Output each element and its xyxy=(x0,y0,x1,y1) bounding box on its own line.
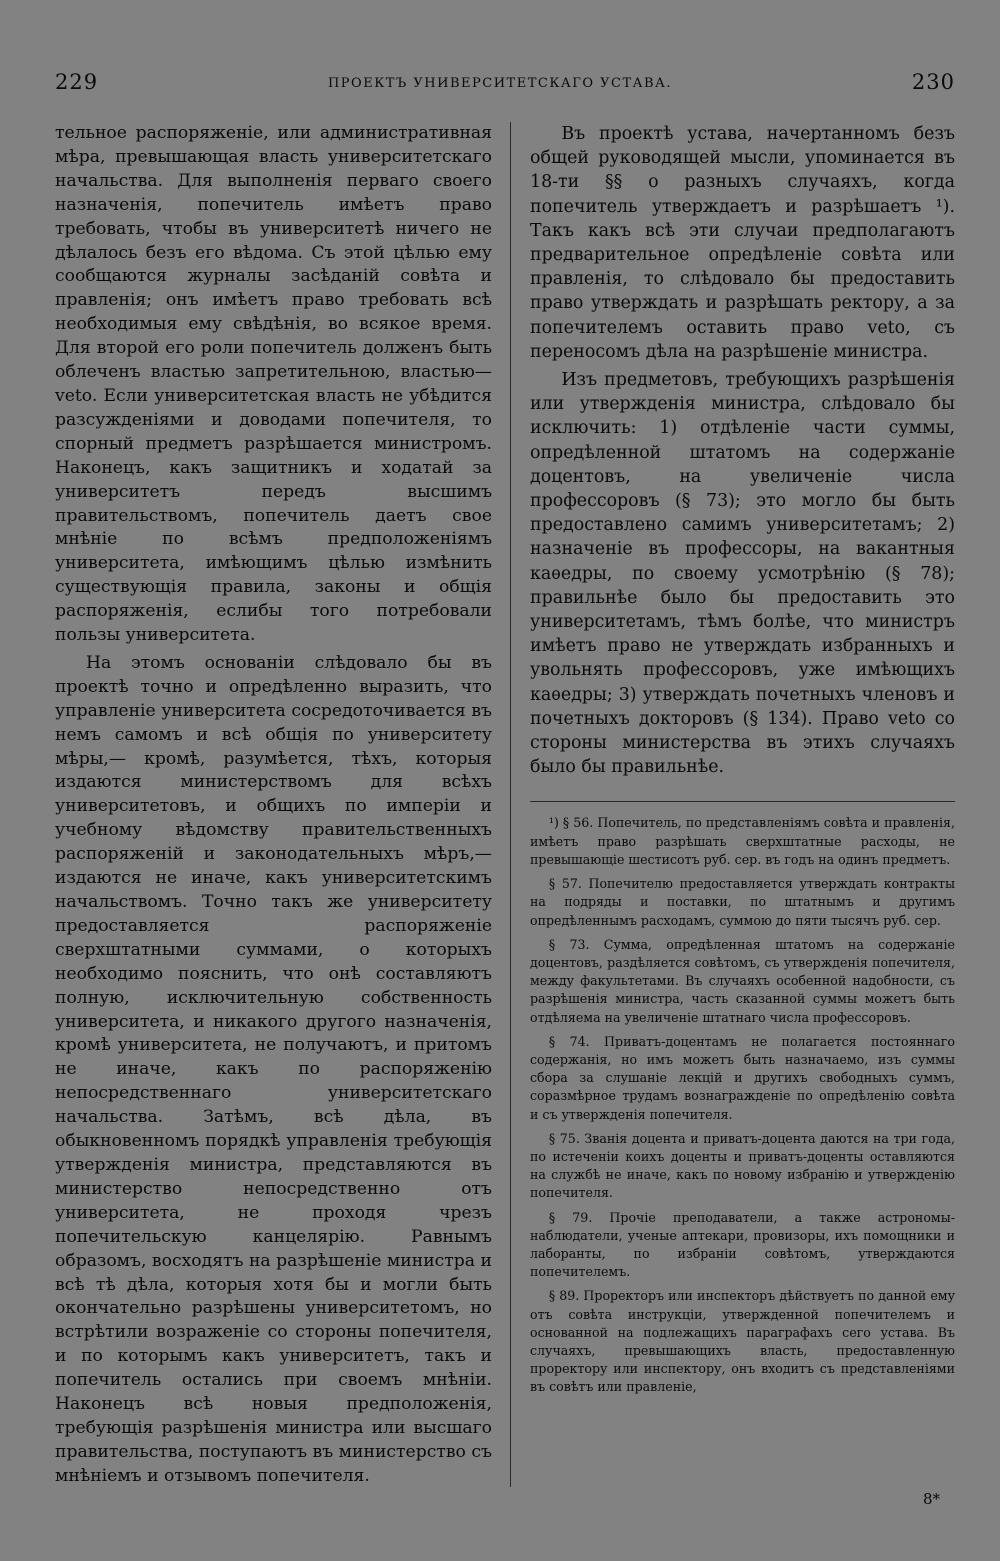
footnote-74: § 74. Приватъ-доцентамъ не полагается постояннаго содержанія, но имъ можетъ быть назначаемо, изъ суммы сбора за слушаніе лекцій и другихъ свободныхъ суммъ, соразмѣрное трудамъ вознагражденіе по опредѣленію совѣта и съ утвержденія попечителя. xyxy=(530,1033,955,1122)
left-column xyxy=(55,122,492,1489)
right-paragraph-2: Изъ предметовъ, требующихъ разрѣшенія или утвержденія министра, слѣдовало бы исключить: 1) отдѣленіе части суммы, опредѣленной штатомъ на содержаніе доцентовъ, на увеличеніе числа профессоровъ (§ 73); это могло бы быть предоставлено самимъ университетамъ; 2) назначеніе въ профессоры, на вакантныя каѳедры, по своему усмотрѣнію (§ 78); правильнѣе было бы предоставить это университетамъ, тѣмъ болѣе, что министръ имѣетъ право не утверждать избранныхъ и увольнять профессоровъ, уже имѣющихъ каѳедры; 3) утверждать почетныхъ членовъ и почетныхъ докторовъ (§ 134). Право veto со стороны министерства въ этихъ случаяхъ было бы правильнѣе. xyxy=(530,370,955,778)
right-column xyxy=(530,122,955,1397)
footnotes xyxy=(530,814,955,1396)
footnote-89: § 89. Проректоръ или инспекторъ дѣйствуетъ по данной ему отъ совѣта инструкціи, утвержденной попечителемъ и основанной на подлежащихъ параграфахъ сего устава. Въ случаяхъ, превышающихъ власть, предоставленную проректору или инспектору, онъ входитъ съ представленіями въ совѣтъ или правленіе, xyxy=(530,1288,955,1395)
footnote-56: ¹) § 56. Попечитель, по представленіямъ совѣта и правленія, имѣетъ право разрѣшать сверхштатные расходы, не превышающіе шестисотъ руб. сер. въ годъ на одинъ предметъ. xyxy=(530,815,955,867)
left-paragraph-2: На этомъ основаніи слѣдовало бы въ проектѣ точно и опредѣленно выразить, что управленіе университета сосредоточивается въ немъ самомъ и всѣ общія по университету мѣры,— кромѣ, разумѣется, тѣхъ, которыя издаются министерствомъ для всѣхъ университетовъ, и общихъ по имперіи и учебному вѣдомству правительственныхъ распоряженій и законодательныхъ мѣръ,—издаются не иначе, какъ университетскимъ начальствомъ. Точно такъ же университету предоставляется распоряженіе сверхштатными суммами, о которыхъ необходимо пояснить, что онѣ составляютъ полную, исключительную собственность университета, и никакого другого назначенія, кромѣ университета, не получаютъ, и притомъ не иначе, какъ по распоряженію непосредственнаго университетскаго начальства. Затѣмъ, всѣ дѣла, въ обыкновенномъ порядкѣ управленія требующія утвержденія министра, представляются въ министерство непосредственно отъ университета, не проходя чрезъ попечительскую канцелярію. Равнымъ образомъ, восходятъ на разрѣшеніе министра и всѣ тѣ дѣла, которыя хотя бы и могли быть окончательно разрѣшены университетомъ, но встрѣтили возраженіе со стороны попечителя, и по которымъ какъ университетъ, такъ и попечитель остались при своемъ мнѣніи. Наконецъ всѣ новыя предположенія, требующія разрѣшенія министра или высшаго правительства, поступаютъ въ министерство съ мнѣніемъ и отзывомъ попечителя. xyxy=(55,652,492,1486)
page-header xyxy=(0,70,1000,110)
page-number-right: 230 xyxy=(911,70,955,94)
running-title: ПРОЕКТЪ УНИВЕРСИТЕТСКАГО УСТАВА. xyxy=(327,76,673,91)
printer-signature-mark: 8* xyxy=(922,1490,940,1508)
column-divider xyxy=(510,122,511,1487)
footnote-79: § 79. Прочіе преподаватели, а также астрономы-наблюдатели, ученые аптекари, провизоры, ихъ помощники и лаборанты, по избраніи совѣтомъ, утверждаются попечителемъ. xyxy=(530,1209,955,1280)
left-paragraph-1: тельное распоряженіе, или административная мѣра, превышающая власть университетскаго начальства. Для выполненія первaго своего назначенія, попечитель имѣетъ право требовать, чтобы въ университетѣ ничего не дѣлалось безъ его вѣдома. Съ этой цѣлью ему сообщаются журналы засѣданій совѣта и правленія; онъ имѣетъ право требовать всѣ необходимыя ему свѣдѣнія, во всякое время. Для второй его роли попечитель долженъ быть облеченъ властью запретительною, властью—veto. Если университетская власть не убѣдится разсужденіями и доводами попечителя, то спорный предметъ разрѣшается министромъ. Наконецъ, какъ защитникъ и ходатай за университетъ передъ высшимъ правительствомъ, попечитель даетъ свое мнѣніе по всѣмъ предположеніямъ университета, имѣющимъ цѣлью измѣнить существующія правила, законы и общія распоряженія, еслибы того потребовали пользы университета. xyxy=(55,123,492,646)
footnote-57: § 57. Попечителю предоставляется утверждать контракты на подряды и поставки, по штатнымъ и другимъ опредѣленнымъ расходамъ, суммою до пяти тысячъ руб. сер. xyxy=(530,876,955,928)
page-number-left: 229 xyxy=(55,70,99,94)
footnote-73: § 73. Сумма, опредѣленная штатомъ на содержаніе доцентовъ, раздѣляется совѣтомъ, съ утвержденія попечителя, между факультетами. Въ случаяхъ особенной надобности, съ разрѣшенія министра, часть сказанной суммы можетъ быть отдѣляема на увеличеніе штатнаго числа профессоровъ. xyxy=(530,936,955,1025)
right-paragraph-1: Въ проектѣ устава, начертанномъ безъ общей руководящей мысли, упоминается въ 18-ти §§ о разныхъ случаяхъ, когда попечитель утверждаетъ и разрѣшаетъ ¹). Такъ какъ всѣ эти случаи предполагаютъ предварительное опредѣленіе совѣта или правленія, то слѣдовало бы предоставить право утверждать и разрѣшать ректору, а за попечителемъ оставить право veto, съ переносомъ дѣла на разрѣшеніе министра. xyxy=(530,124,955,362)
footnote-75: § 75. Званія доцента и приватъ-доцента даются на три года, по истеченіи коихъ доценты и приватъ-доценты оставляются на службѣ не иначе, какъ по новому избранію и утвержденію попечителя. xyxy=(530,1130,955,1201)
footnote-separator xyxy=(530,801,955,802)
